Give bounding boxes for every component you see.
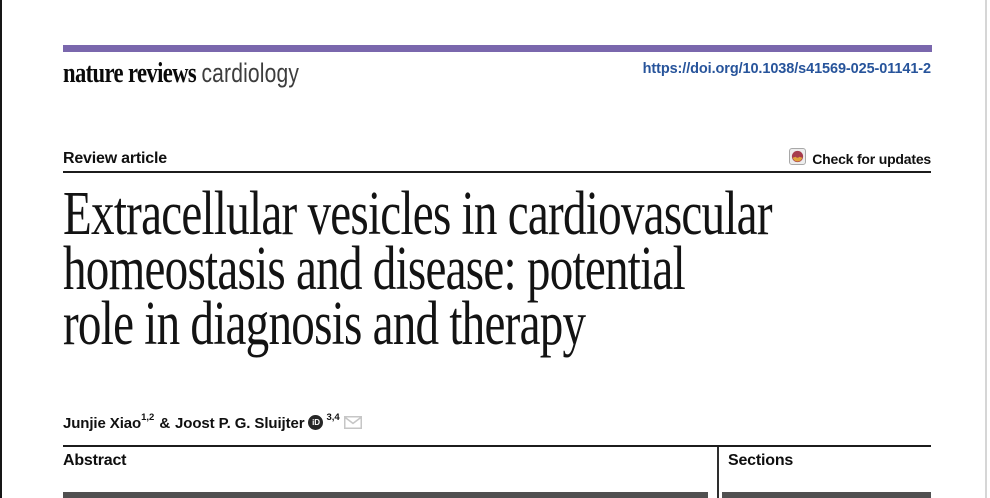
sections-heading: Sections	[728, 452, 794, 469]
crossmark-icon	[789, 148, 806, 170]
article-type-label: Review article	[63, 150, 167, 167]
check-for-updates-label: Check for updates	[812, 151, 931, 167]
sections-box-top-edge	[722, 492, 931, 498]
author-list	[63, 412, 931, 432]
authors-rule	[63, 445, 931, 447]
header-rule	[63, 171, 931, 173]
article-title-line3: role in diagnosis and therapy	[63, 290, 586, 358]
brand-color-bar	[63, 45, 932, 52]
journal-brand: nature reviews	[63, 57, 197, 89]
author-2-affiliation-superscript: 3,4	[326, 412, 340, 423]
left-edge-divider	[0, 0, 2, 498]
email-icon[interactable]	[344, 416, 362, 433]
article-title-line1: Extracellular vesicles in cardiovascular	[63, 180, 772, 248]
journal-subbrand: cardiology	[201, 58, 300, 88]
article-title-line2: homeostasis and disease: potential	[63, 235, 685, 303]
author-2-name: Joost P. G. Sluijter	[175, 415, 305, 432]
column-divider	[717, 447, 719, 498]
article-title	[63, 180, 937, 358]
abstract-box-top-edge	[63, 492, 708, 498]
right-edge-divider	[985, 0, 987, 498]
doi-link[interactable]: https://doi.org/10.1038/s41569-025-01141-2	[642, 61, 931, 77]
article-type-row	[63, 148, 931, 170]
author-1-affiliation-superscript: 1,2	[141, 412, 155, 423]
orcid-icon[interactable]: iD	[308, 415, 323, 430]
abstract-heading: Abstract	[63, 452, 127, 469]
author-separator: &	[159, 415, 171, 432]
author-1-name: Junjie Xiao	[63, 415, 142, 432]
check-for-updates-button[interactable]	[789, 148, 931, 170]
